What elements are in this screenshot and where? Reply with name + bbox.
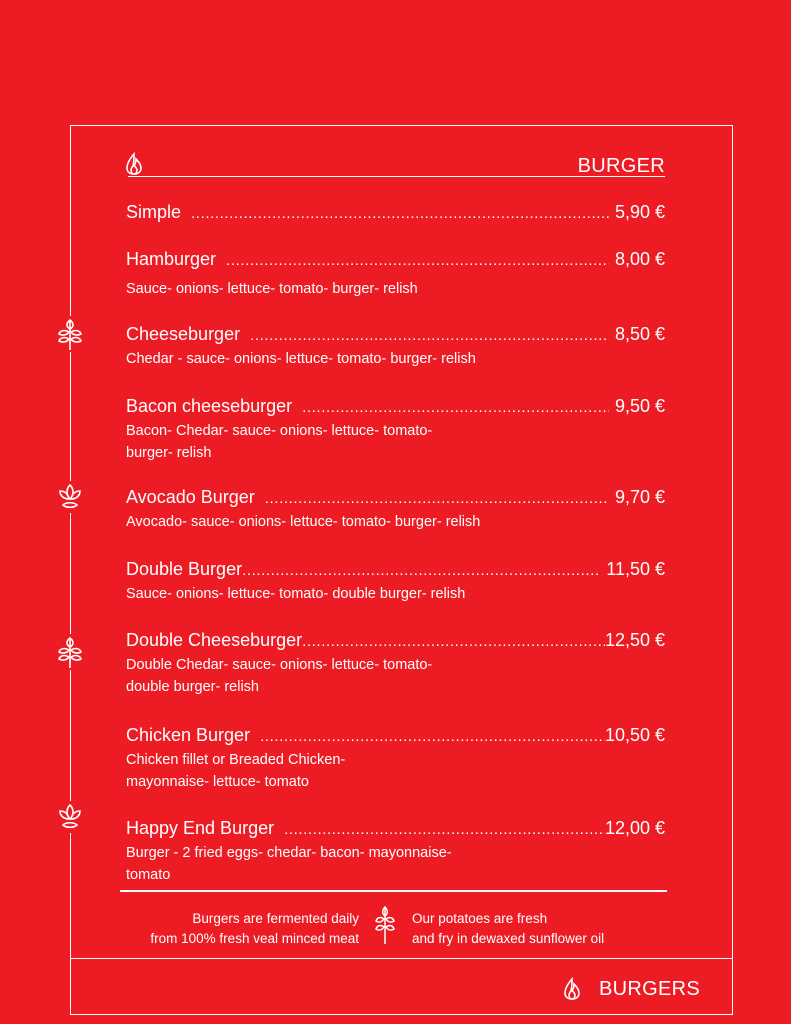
item-name: Chicken Burger xyxy=(126,725,251,745)
item-name: Bacon cheeseburger xyxy=(126,396,293,416)
dot-leader xyxy=(250,325,609,347)
dot-leader xyxy=(302,397,609,419)
dot-leader xyxy=(226,250,609,272)
dot-leader xyxy=(191,203,609,225)
footer-title: BURGERS xyxy=(599,978,701,1000)
item-name: Simple xyxy=(126,202,182,222)
item-description: Bacon- Chedar- sauce- onions- lettuce- tomato- burger- relish xyxy=(126,423,433,461)
menu-item xyxy=(126,248,665,300)
flame-icon xyxy=(562,977,582,1001)
wheat-icon xyxy=(55,316,85,352)
item-name: Cheeseburger xyxy=(126,324,241,344)
menu-item xyxy=(126,724,665,793)
item-description: Sauce- onions- lettuce- tomato- burger- relish xyxy=(126,281,418,297)
meat-note: Burgers are fermented daily from 100% fresh veal minced meat xyxy=(150,911,359,946)
menu-item xyxy=(126,323,665,370)
item-price: 5,90 € xyxy=(614,202,665,222)
item-description: Sauce- onions- lettuce- tomato- double burger- relish xyxy=(126,586,466,602)
item-description: Chedar - sauce- onions- lettuce- tomato- burger- relish xyxy=(126,351,476,367)
dot-leader xyxy=(265,488,609,510)
dot-leader xyxy=(242,560,600,582)
menu-item xyxy=(126,486,665,533)
dot-leader xyxy=(302,631,605,653)
item-name: Hamburger xyxy=(126,249,217,269)
dot-leader xyxy=(284,819,605,841)
item-description: Chicken fillet or Breaded Chicken- mayonnaise- lettuce- tomato xyxy=(126,752,346,790)
flame-icon xyxy=(124,152,144,176)
item-price: 9,70 € xyxy=(614,487,665,507)
item-description: Avocado- sauce- onions- lettuce- tomato- burger- relish xyxy=(126,514,481,530)
notes-rule xyxy=(120,890,667,892)
dot-leader xyxy=(260,726,605,748)
section-title: BURGER xyxy=(577,155,665,177)
potato-note: Our potatoes are fresh and fry in dewaxed sunflower oil xyxy=(412,911,605,946)
item-name: Happy End Burger xyxy=(126,818,275,838)
footer-divider xyxy=(70,958,733,959)
item-price: 8,50 € xyxy=(614,324,665,344)
item-price: 12,00 € xyxy=(604,818,665,838)
item-description: Burger - 2 fried eggs- chedar- bacon- mayonnaise- tomato xyxy=(126,845,452,883)
item-description: Double Chedar- sauce- onions- lettuce- tomato- double burger- relish xyxy=(126,657,433,695)
menu-item xyxy=(126,817,665,886)
item-price: 10,50 € xyxy=(604,725,665,745)
menu-item xyxy=(126,201,665,225)
wheat-icon xyxy=(55,634,85,670)
item-price: 12,50 € xyxy=(604,630,665,650)
leaf-sprout-icon xyxy=(57,481,83,513)
item-price: 11,50 € xyxy=(606,559,665,579)
item-price: 8,00 € xyxy=(614,249,665,269)
item-price: 9,50 € xyxy=(614,396,665,416)
wheat-icon xyxy=(373,904,397,946)
item-name: Double Cheeseburger xyxy=(126,630,303,650)
menu-item xyxy=(126,558,665,605)
menu-item xyxy=(126,395,665,464)
menu-item xyxy=(126,629,665,698)
item-name: Double Burger xyxy=(126,559,243,579)
item-name: Avocado Burger xyxy=(126,487,255,507)
leaf-sprout-icon xyxy=(57,801,83,833)
